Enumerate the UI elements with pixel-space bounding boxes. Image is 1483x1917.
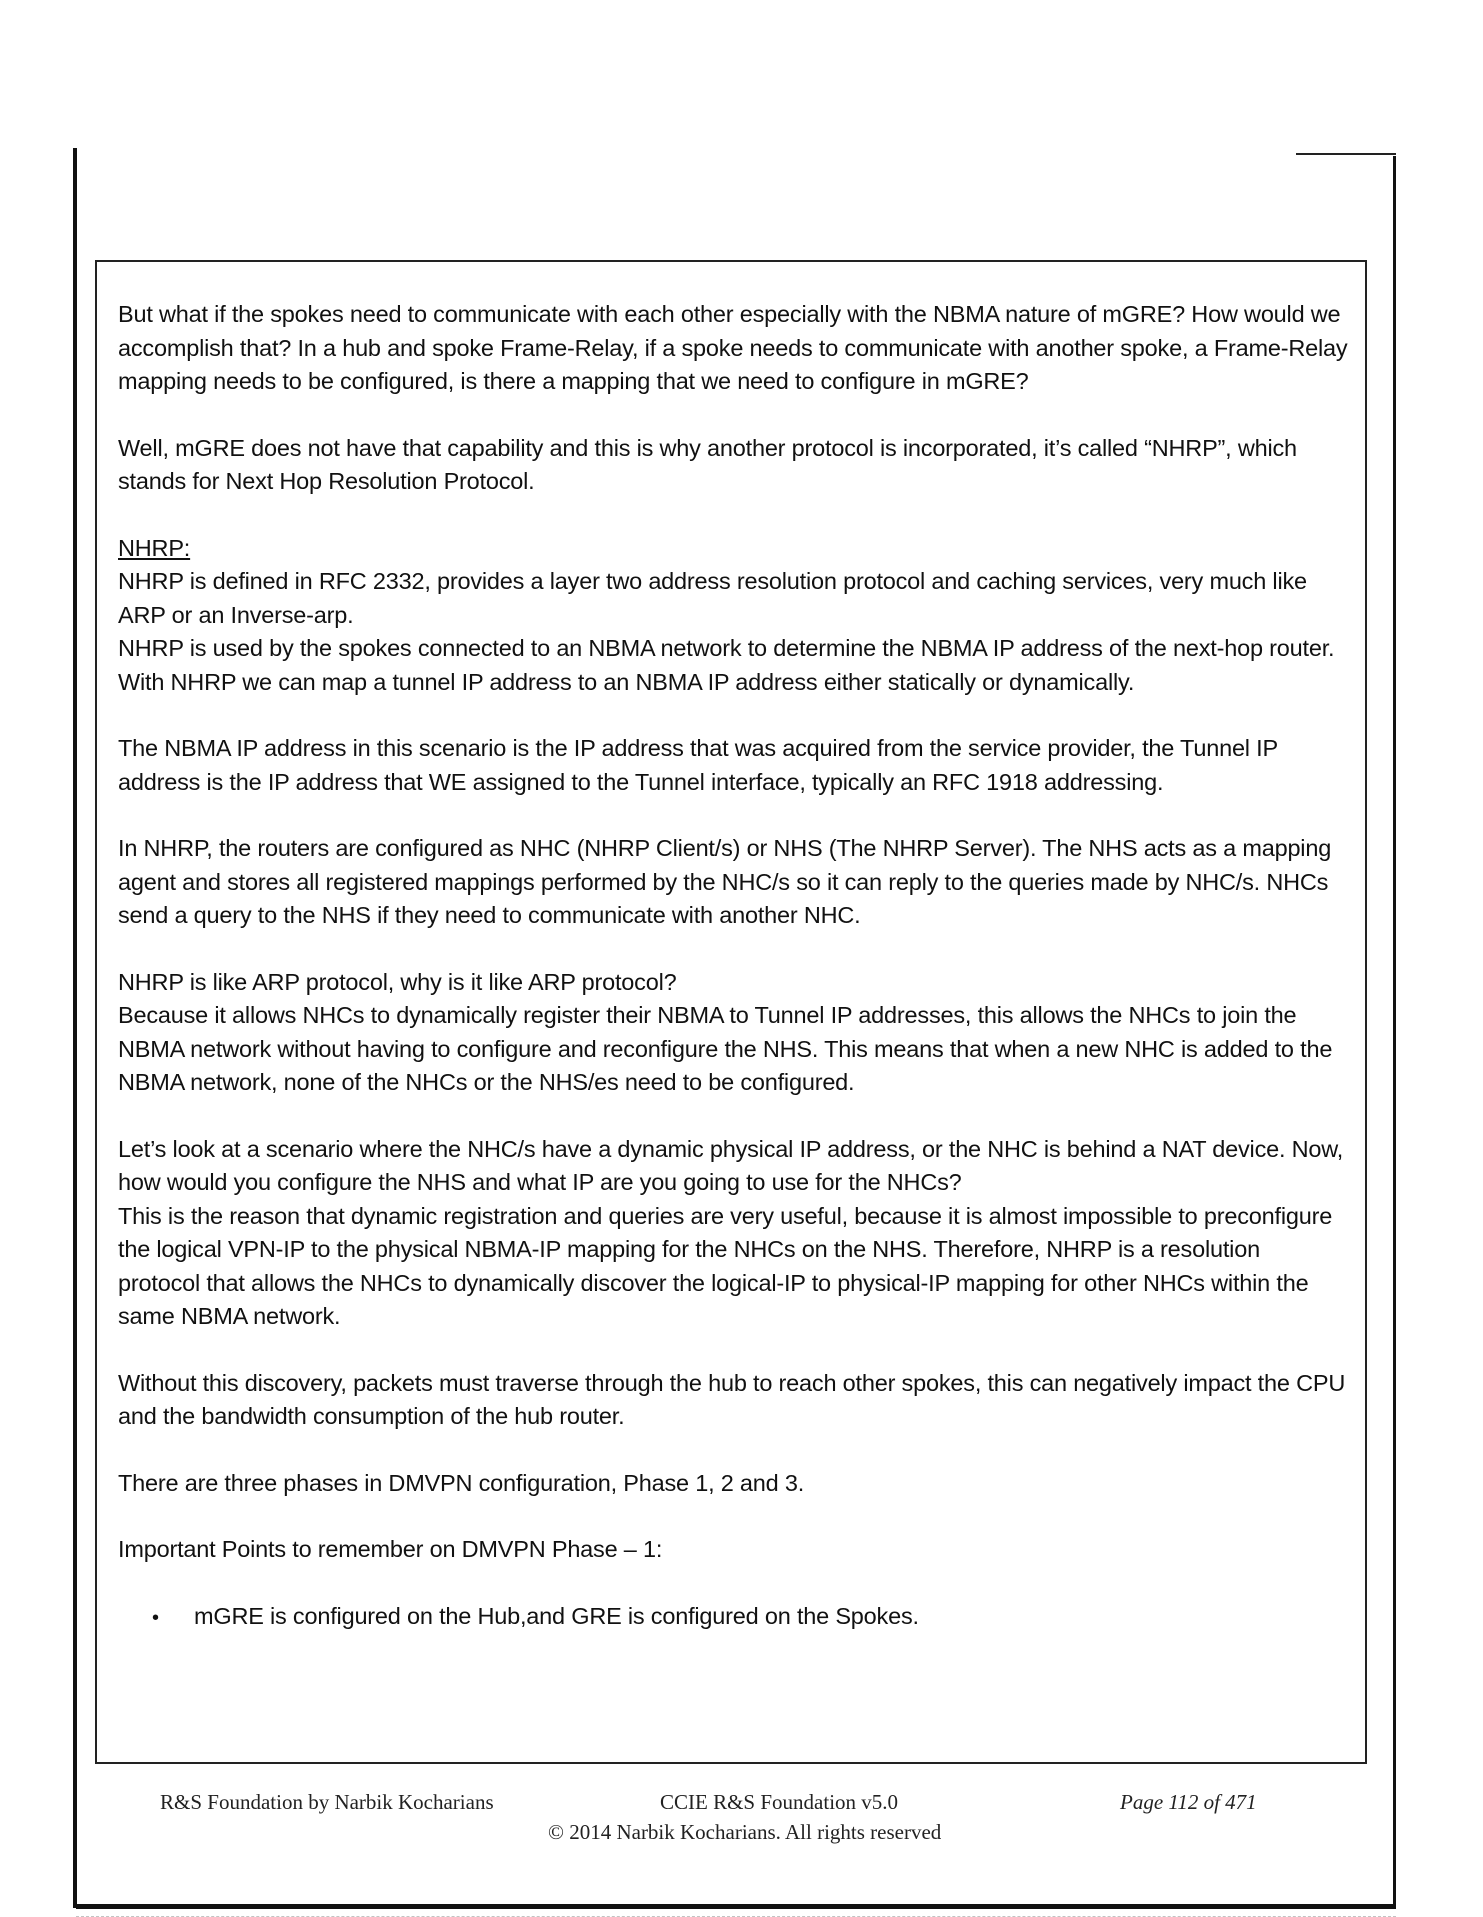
paragraph-dynamic-registration: This is the reason that dynamic registration and queries are very useful, because it is almost impossible to preconfigure the logical VPN-IP to the physical NBMA-IP mapping for the NHCs on the NHS. Therefore, NHRP is a resolution protocol that allows the NHCs to dynamically discover the logical-IP to physical-IP mapping for other NHCs within the same NBMA network. [118, 1202, 1333, 1329]
section-nhrp [118, 532, 1348, 1567]
paragraph-three-phases: There are three phases in DMVPN configuration, Phase 1, 2 and 3. [118, 1469, 805, 1496]
bullet-text: mGRE is configured on the Hub,and GRE is configured on the Spokes. [194, 1602, 919, 1629]
paragraph-mgre-capability: Well, mGRE does not have that capability and this is why another protocol is incorporated, it’s called “NHRP”, which stands for Next Hop Resolution Protocol. [118, 434, 1297, 494]
paragraph-without-discovery: Without this discovery, packets must traverse through the hub to reach other spokes, this can negatively impact the CPU and the bandwidth consumption of the hub router. [118, 1369, 1346, 1429]
footer-book-title: CCIE R&S Foundation v5.0 [660, 1790, 899, 1814]
paragraph-nhrp-definition: NHRP is defined in RFC 2332, provides a layer two address resolution protocol and caching services, very much like ARP or an Inverse-arp. [118, 568, 1307, 628]
paragraph-arp-answer: Because it allows NHCs to dynamically register their NBMA to Tunnel IP addresses, this allows the NHCs to join the NBMA network without having to configure and reconfigure the NHS. This means that when a new NHC is added to the NBMA network, none of the NHCs or the NHS/es need to be configured. [118, 1002, 1333, 1095]
paragraph-important-points: Important Points to remember on DMVPN Phase – 1: [118, 1536, 663, 1562]
footer-author: R&S Foundation by Narbik Kocharians [160, 1790, 494, 1814]
paragraph-spokes-question: But what if the spokes need to communicate with each other especially with the NBMA nature of mGRE? How would we accomplish that? In a hub and spoke Frame-Relay, if a spoke needs to communicate with another spoke, a Frame-Relay mapping needs to be configured, is there a mapping that we need to configure in mGRE? [118, 301, 1348, 394]
paragraph-nbma-ip: The NBMA IP address in this scenario is the IP address that was acquired from the service provider, the Tunnel IP address is the IP address that WE assigned to the Tunnel interface, typically an RFC 1918 addressing. [118, 735, 1278, 795]
paragraph-nhrp-usage: NHRP is used by the spokes connected to an NBMA network to determine the NBMA IP address of the next-hop router. With NHRP we can map a tunnel IP address to an NBMA IP address either statically or dynamically. [118, 635, 1335, 695]
document-body [118, 298, 1348, 1635]
paragraph-scenario: Let’s look at a scenario where the NHC/s have a dynamic physical IP address, or the NHC is behind a NAT device. Now, how would you configure the NHS and what IP are you going to use for the NHCs? [118, 1135, 1344, 1195]
bullet-icon: • [152, 1606, 159, 1629]
page-footer [130, 1790, 1310, 1844]
page-frame-bottom-border [76, 1904, 1396, 1909]
page-frame-top-border [1296, 153, 1396, 155]
bullet-item [118, 1600, 1348, 1636]
section-heading-nhrp: NHRP: [118, 534, 191, 561]
page-frame-left-border [73, 148, 77, 1908]
footer-page-number: Page 112 of 471 [1120, 1790, 1257, 1814]
page-frame-right-border [1393, 156, 1396, 1904]
bullet-list-phase1 [118, 1600, 1348, 1636]
paragraph-nhc-nhs: In NHRP, the routers are configured as NHC (NHRP Client/s) or NHS (The NHRP Server). The NHS acts as a mapping agent and stores all registered mappings performed by the NHC/s so it can reply to the queries made by NHC/s. NHCs send a query to the NHS if they need to communicate with another NHC. [118, 835, 1332, 928]
paragraph-arp-question: NHRP is like ARP protocol, why is it like ARP protocol? [118, 968, 677, 995]
footer-copyright: © 2014 Narbik Kocharians. All rights reserved [548, 1820, 942, 1844]
